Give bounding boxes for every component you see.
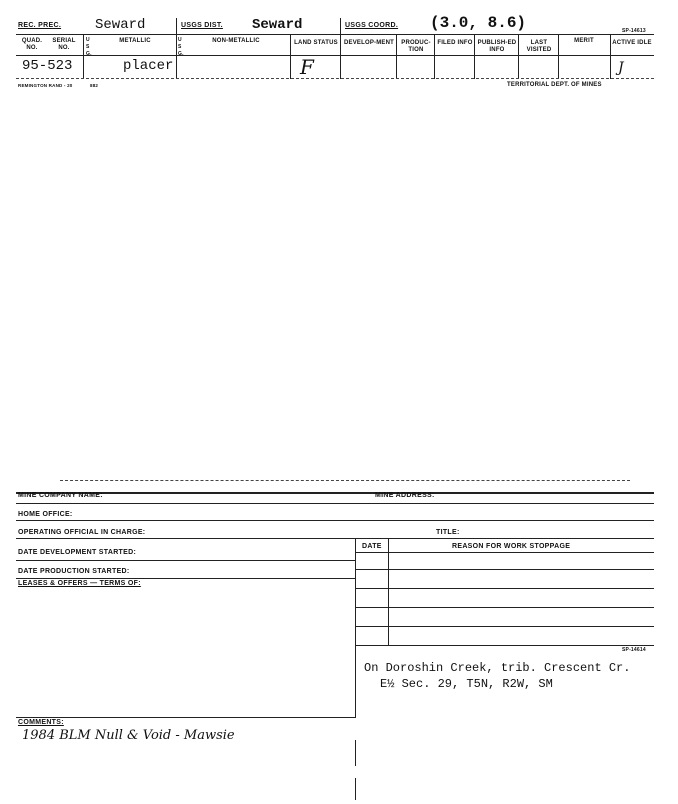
title-label: TITLE: xyxy=(436,529,460,536)
active-idle-mark: J xyxy=(618,60,624,76)
location-line-2: E½ Sec. 29, T5N, R2W, SM xyxy=(380,677,553,691)
rule xyxy=(355,588,654,589)
date-column-header: DATE xyxy=(362,543,382,550)
col-usg-1: U S G. xyxy=(86,37,92,57)
col-divider xyxy=(434,35,435,79)
serial-value: 95-523 xyxy=(22,58,73,74)
col-serial-no: SERIAL NO. xyxy=(52,38,76,51)
col-divider xyxy=(83,35,84,79)
col-filed-info: FILED INFO xyxy=(437,40,473,46)
form-number: SP-14613 xyxy=(622,28,646,34)
col-divider xyxy=(396,35,397,79)
col-published-info: PUBLISH-ED INFO xyxy=(477,40,517,53)
usgs-coord-label: USGS COORD. xyxy=(345,22,399,29)
col-merit: MERIT xyxy=(574,38,594,44)
leases-label: LEASES & OFFERS — TERMS OF: xyxy=(18,580,141,587)
rule xyxy=(16,578,356,579)
col-divider xyxy=(176,35,177,79)
header-divider xyxy=(176,18,177,34)
date-development-label: DATE DEVELOPMENT STARTED: xyxy=(18,549,137,556)
col-metallic: METALLIC xyxy=(119,38,151,44)
rule xyxy=(355,626,654,627)
col-production: PRODUC-TION xyxy=(401,40,431,53)
rule xyxy=(16,560,356,561)
form-number-2: SP-14614 xyxy=(622,647,646,653)
col-divider xyxy=(290,35,291,79)
printer-label: REMINGTON RAND - 20 xyxy=(18,83,73,88)
rec-prec-value: Seward xyxy=(95,17,146,33)
reason-column-header: REASON FOR WORK STOPPAGE xyxy=(452,543,571,550)
rule xyxy=(16,520,654,521)
col-development: DEVELOP-MENT xyxy=(343,40,395,46)
mine-company-name-label: MINE COMPANY NAME: xyxy=(18,492,103,499)
rule xyxy=(355,607,654,608)
row-bottom-rule xyxy=(16,78,654,79)
col-quad-no: QUAD. NO. xyxy=(21,38,43,51)
usgs-dist-value: Seward xyxy=(252,17,303,33)
left-box-divider xyxy=(355,538,356,718)
rule xyxy=(355,552,654,553)
operating-official-label: OPERATING OFFICIAL IN CHARGE: xyxy=(18,529,146,536)
date-reason-divider xyxy=(388,538,389,645)
comments-rule xyxy=(16,717,356,718)
col-divider xyxy=(558,35,559,79)
col-divider xyxy=(610,35,611,79)
col-divider xyxy=(474,35,475,79)
comments-handwritten: 1984 BLM Null & Void - Mawsie xyxy=(22,728,235,743)
lower-right-divider xyxy=(355,778,356,800)
home-office-label: HOME OFFICE: xyxy=(18,511,73,518)
col-usg-2: U S G. xyxy=(178,37,184,57)
col-last-visited: LAST VISITED xyxy=(526,40,552,53)
land-status-mark: F xyxy=(300,55,314,79)
rule xyxy=(355,645,654,646)
metallic-value: placer xyxy=(123,58,174,74)
col-active-idle: ACTIVE IDLE xyxy=(612,40,652,46)
header-divider xyxy=(340,18,341,34)
rule xyxy=(355,569,654,570)
rule xyxy=(16,503,654,504)
location-line-1: On Doroshin Creek, trib. Crescent Cr. xyxy=(364,661,631,675)
rec-prec-label: REC. PREC. xyxy=(18,22,62,29)
rule xyxy=(16,538,654,539)
comments-label: COMMENTS: xyxy=(18,719,64,726)
usgs-coord-value: (3.0, 8.6) xyxy=(430,14,527,32)
lower-right-divider xyxy=(355,740,356,766)
col-divider xyxy=(518,35,519,79)
col-non-metallic: NON-METALLIC xyxy=(212,38,260,44)
date-production-label: DATE PRODUCTION STARTED: xyxy=(18,568,130,575)
col-divider xyxy=(340,35,341,79)
card-edge-rule xyxy=(60,480,630,481)
col-land-status: LAND STATUS xyxy=(294,40,338,46)
dept-label: TERRITORIAL DEPT. OF MINES xyxy=(507,82,602,88)
usgs-dist-label: USGS DIST. xyxy=(181,22,223,29)
mine-address-label: MINE ADDRESS: xyxy=(375,492,435,499)
lower-top-rule xyxy=(16,492,654,494)
printer-code: 882 xyxy=(90,83,99,88)
